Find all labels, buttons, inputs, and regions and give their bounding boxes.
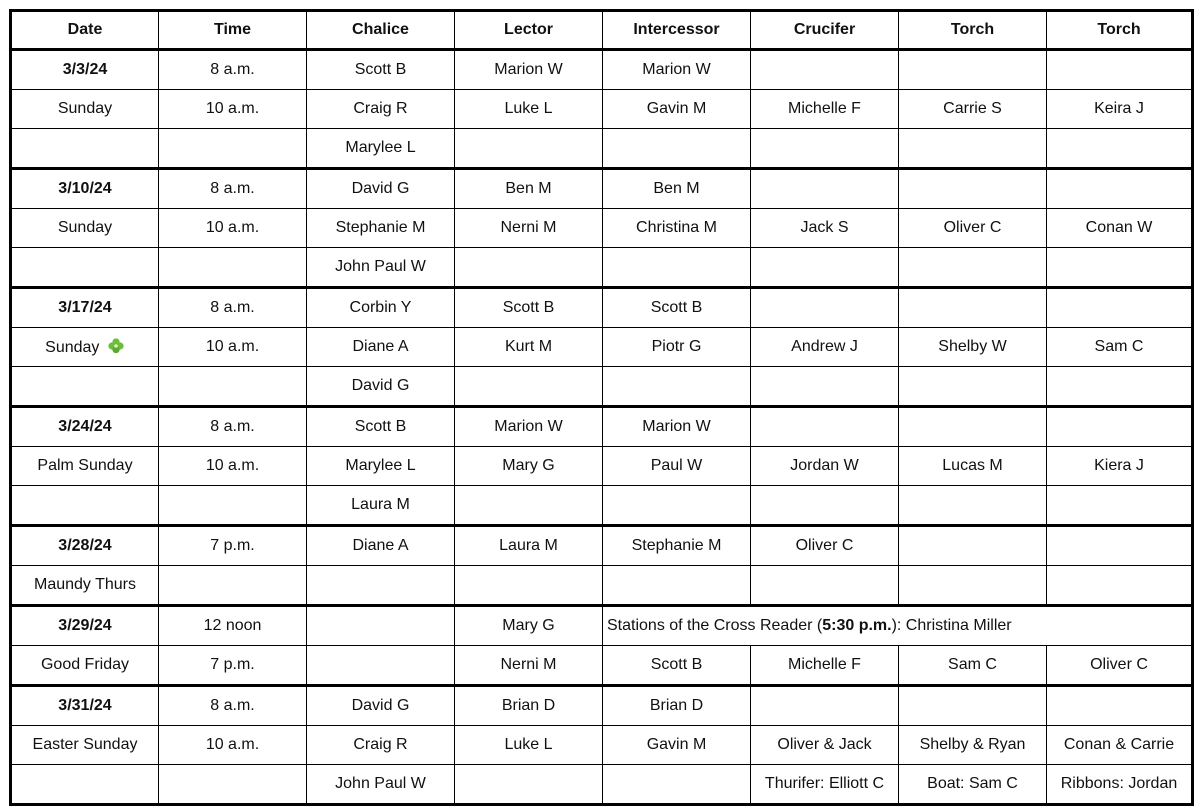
chalice-cell: Marylee L bbox=[307, 129, 455, 169]
day-cell bbox=[11, 248, 159, 288]
torch-cell bbox=[1047, 129, 1193, 169]
day-cell: Sunday bbox=[11, 90, 159, 129]
time-cell bbox=[159, 248, 307, 288]
torch-cell bbox=[899, 50, 1047, 90]
torch-cell bbox=[1047, 486, 1193, 526]
table-row bbox=[11, 169, 1193, 209]
day-cell: Easter Sunday bbox=[11, 726, 159, 765]
torch-cell bbox=[1047, 169, 1193, 209]
table-row bbox=[11, 447, 1193, 486]
time-cell: 12 noon bbox=[159, 606, 307, 646]
crucifer-cell bbox=[751, 129, 899, 169]
header-date: Date bbox=[11, 11, 159, 50]
day-cell: Maundy Thurs bbox=[11, 566, 159, 606]
intercessor-cell: Christina M bbox=[603, 209, 751, 248]
torch-cell bbox=[899, 367, 1047, 407]
lector-cell: Marion W bbox=[455, 50, 603, 90]
crucifer-cell bbox=[751, 50, 899, 90]
torch-cell bbox=[899, 566, 1047, 606]
date-cell: 3/31/24 bbox=[11, 686, 159, 726]
header-row bbox=[11, 11, 1193, 50]
intercessor-cell: Piotr G bbox=[603, 328, 751, 367]
table-row bbox=[11, 328, 1193, 367]
crucifer-cell: Oliver & Jack bbox=[751, 726, 899, 765]
lector-cell bbox=[455, 486, 603, 526]
intercessor-cell bbox=[603, 248, 751, 288]
time-cell: 8 a.m. bbox=[159, 686, 307, 726]
time-cell: 7 p.m. bbox=[159, 646, 307, 686]
lector-cell: Scott B bbox=[455, 288, 603, 328]
acolyte-schedule-table bbox=[9, 9, 1194, 806]
torch-cell bbox=[1047, 50, 1193, 90]
table-row bbox=[11, 726, 1193, 765]
day-cell bbox=[11, 486, 159, 526]
crucifer-cell bbox=[751, 367, 899, 407]
chalice-cell: Stephanie M bbox=[307, 209, 455, 248]
lector-cell: Mary G bbox=[455, 606, 603, 646]
table-row bbox=[11, 129, 1193, 169]
header-intercessor: Intercessor bbox=[603, 11, 751, 50]
chalice-cell: Scott B bbox=[307, 50, 455, 90]
lector-cell bbox=[455, 248, 603, 288]
intercessor-cell bbox=[603, 566, 751, 606]
table-row bbox=[11, 248, 1193, 288]
day-cell bbox=[11, 367, 159, 407]
torch-cell: Carrie S bbox=[899, 90, 1047, 129]
intercessor-cell bbox=[603, 129, 751, 169]
date-cell: 3/29/24 bbox=[11, 606, 159, 646]
intercessor-cell: Paul W bbox=[603, 447, 751, 486]
date-cell: 3/28/24 bbox=[11, 526, 159, 566]
torch-cell: Oliver C bbox=[1047, 646, 1193, 686]
torch-cell bbox=[1047, 526, 1193, 566]
header-chalice: Chalice bbox=[307, 11, 455, 50]
header-torch: Torch bbox=[899, 11, 1047, 50]
time-cell: 10 a.m. bbox=[159, 726, 307, 765]
crucifer-cell bbox=[751, 248, 899, 288]
day-label: Sunday bbox=[45, 339, 100, 356]
lector-cell bbox=[455, 367, 603, 407]
chalice-cell: Diane A bbox=[307, 526, 455, 566]
crucifer-cell bbox=[751, 486, 899, 526]
chalice-cell bbox=[307, 606, 455, 646]
crucifer-cell bbox=[751, 407, 899, 447]
lector-cell: Laura M bbox=[455, 526, 603, 566]
stations-time: 5:30 p.m. bbox=[822, 617, 892, 634]
time-cell bbox=[159, 486, 307, 526]
time-cell bbox=[159, 129, 307, 169]
torch-cell bbox=[1047, 248, 1193, 288]
day-cell bbox=[11, 765, 159, 805]
crucifer-cell: Jordan W bbox=[751, 447, 899, 486]
torch-cell: Lucas M bbox=[899, 447, 1047, 486]
lector-cell: Ben M bbox=[455, 169, 603, 209]
chalice-cell: John Paul W bbox=[307, 765, 455, 805]
stations-suffix: ): Christina Miller bbox=[891, 617, 1012, 634]
table-row bbox=[11, 606, 1193, 646]
chalice-cell: Craig R bbox=[307, 726, 455, 765]
torch-cell bbox=[1047, 566, 1193, 606]
time-cell: 10 a.m. bbox=[159, 209, 307, 248]
lector-cell: Nerni M bbox=[455, 209, 603, 248]
header-time: Time bbox=[159, 11, 307, 50]
time-cell bbox=[159, 765, 307, 805]
chalice-cell: Diane A bbox=[307, 328, 455, 367]
crucifer-cell: Michelle F bbox=[751, 646, 899, 686]
date-cell: 3/10/24 bbox=[11, 169, 159, 209]
torch-cell bbox=[1047, 288, 1193, 328]
intercessor-cell: Marion W bbox=[603, 407, 751, 447]
table-row bbox=[11, 288, 1193, 328]
intercessor-cell bbox=[603, 367, 751, 407]
torch-cell: Kiera J bbox=[1047, 447, 1193, 486]
header-lector: Lector bbox=[455, 11, 603, 50]
date-cell: 3/24/24 bbox=[11, 407, 159, 447]
intercessor-cell: Stephanie M bbox=[603, 526, 751, 566]
intercessor-cell: Marion W bbox=[603, 50, 751, 90]
time-cell bbox=[159, 367, 307, 407]
table-row bbox=[11, 50, 1193, 90]
time-cell bbox=[159, 566, 307, 606]
header-crucifer: Crucifer bbox=[751, 11, 899, 50]
lector-cell bbox=[455, 765, 603, 805]
lector-cell: Brian D bbox=[455, 686, 603, 726]
intercessor-cell: Ben M bbox=[603, 169, 751, 209]
header-torch: Torch bbox=[1047, 11, 1193, 50]
torch-cell bbox=[899, 526, 1047, 566]
time-cell: 10 a.m. bbox=[159, 90, 307, 129]
time-cell: 10 a.m. bbox=[159, 328, 307, 367]
crucifer-cell: Andrew J bbox=[751, 328, 899, 367]
crucifer-cell bbox=[751, 288, 899, 328]
table-row bbox=[11, 209, 1193, 248]
date-cell: 3/17/24 bbox=[11, 288, 159, 328]
torch-cell: Shelby W bbox=[899, 328, 1047, 367]
stations-of-the-cross-note bbox=[603, 606, 1193, 646]
table-row bbox=[11, 367, 1193, 407]
chalice-cell: Scott B bbox=[307, 407, 455, 447]
intercessor-cell bbox=[603, 765, 751, 805]
time-cell: 10 a.m. bbox=[159, 447, 307, 486]
torch-cell: Sam C bbox=[1047, 328, 1193, 367]
torch-cell: Conan W bbox=[1047, 209, 1193, 248]
chalice-cell: Corbin Y bbox=[307, 288, 455, 328]
crucifer-cell bbox=[751, 169, 899, 209]
day-cell: Palm Sunday bbox=[11, 447, 159, 486]
torch-cell bbox=[899, 288, 1047, 328]
table-row bbox=[11, 686, 1193, 726]
day-cell bbox=[11, 129, 159, 169]
chalice-cell: David G bbox=[307, 686, 455, 726]
intercessor-cell bbox=[603, 486, 751, 526]
lector-cell: Kurt M bbox=[455, 328, 603, 367]
lector-cell: Luke L bbox=[455, 726, 603, 765]
torch-cell bbox=[899, 407, 1047, 447]
table-row bbox=[11, 646, 1193, 686]
lector-cell: Mary G bbox=[455, 447, 603, 486]
torch-cell: Ribbons: Jordan bbox=[1047, 765, 1193, 805]
time-cell: 7 p.m. bbox=[159, 526, 307, 566]
torch-cell: Keira J bbox=[1047, 90, 1193, 129]
stations-prefix: Stations of the Cross Reader ( bbox=[607, 617, 823, 634]
intercessor-cell: Gavin M bbox=[603, 90, 751, 129]
time-cell: 8 a.m. bbox=[159, 50, 307, 90]
torch-cell bbox=[1047, 407, 1193, 447]
chalice-cell: Craig R bbox=[307, 90, 455, 129]
crucifer-cell: Oliver C bbox=[751, 526, 899, 566]
torch-cell bbox=[899, 248, 1047, 288]
chalice-cell: Marylee L bbox=[307, 447, 455, 486]
time-cell: 8 a.m. bbox=[159, 288, 307, 328]
lector-cell bbox=[455, 566, 603, 606]
time-cell: 8 a.m. bbox=[159, 407, 307, 447]
crucifer-cell bbox=[751, 566, 899, 606]
table-row bbox=[11, 765, 1193, 805]
torch-cell: Boat: Sam C bbox=[899, 765, 1047, 805]
lector-cell: Marion W bbox=[455, 407, 603, 447]
torch-cell bbox=[1047, 367, 1193, 407]
table-row bbox=[11, 90, 1193, 129]
table-row bbox=[11, 566, 1193, 606]
date-cell: 3/3/24 bbox=[11, 50, 159, 90]
day-cell: Good Friday bbox=[11, 646, 159, 686]
intercessor-cell: Brian D bbox=[603, 686, 751, 726]
torch-cell bbox=[899, 486, 1047, 526]
chalice-cell: David G bbox=[307, 169, 455, 209]
crucifer-cell: Thurifer: Elliott C bbox=[751, 765, 899, 805]
intercessor-cell: Gavin M bbox=[603, 726, 751, 765]
intercessor-cell: Scott B bbox=[603, 646, 751, 686]
crucifer-cell bbox=[751, 686, 899, 726]
chalice-cell bbox=[307, 646, 455, 686]
lector-cell bbox=[455, 129, 603, 169]
torch-cell bbox=[899, 129, 1047, 169]
torch-cell: Oliver C bbox=[899, 209, 1047, 248]
crucifer-cell: Jack S bbox=[751, 209, 899, 248]
torch-cell bbox=[1047, 686, 1193, 726]
time-cell: 8 a.m. bbox=[159, 169, 307, 209]
shamrock-icon bbox=[107, 337, 125, 355]
table-row bbox=[11, 526, 1193, 566]
lector-cell: Nerni M bbox=[455, 646, 603, 686]
crucifer-cell: Michelle F bbox=[751, 90, 899, 129]
day-cell: Sunday bbox=[11, 209, 159, 248]
lector-cell: Luke L bbox=[455, 90, 603, 129]
torch-cell: Sam C bbox=[899, 646, 1047, 686]
table-row bbox=[11, 486, 1193, 526]
torch-cell bbox=[899, 686, 1047, 726]
torch-cell: Shelby & Ryan bbox=[899, 726, 1047, 765]
chalice-cell: John Paul W bbox=[307, 248, 455, 288]
chalice-cell: Laura M bbox=[307, 486, 455, 526]
chalice-cell bbox=[307, 566, 455, 606]
chalice-cell: David G bbox=[307, 367, 455, 407]
day-cell bbox=[11, 328, 159, 367]
torch-cell: Conan & Carrie bbox=[1047, 726, 1193, 765]
table-row bbox=[11, 407, 1193, 447]
torch-cell bbox=[899, 169, 1047, 209]
intercessor-cell: Scott B bbox=[603, 288, 751, 328]
